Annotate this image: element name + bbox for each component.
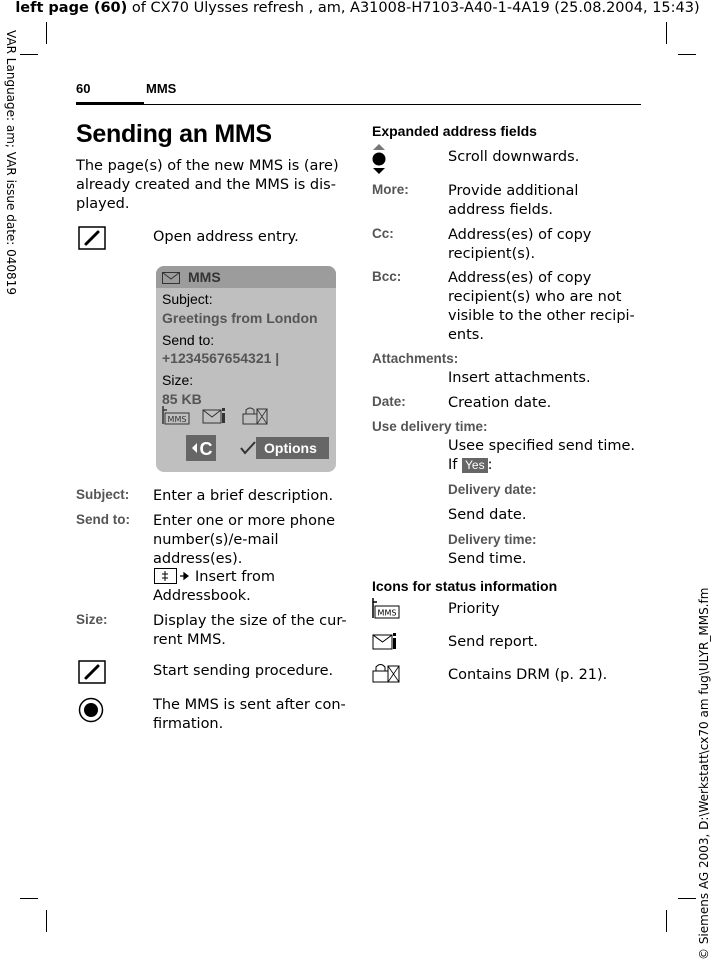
side-language-note: VAR Language: am; VAR issue date: 040819 [4,30,18,295]
send-report-text: Send report. [448,634,539,650]
use-delivery-text: Usee specified send time. [448,438,636,454]
phone-screen [156,266,336,472]
call-key-icon [78,660,106,684]
subject-text: Enter a brief description. [153,488,334,504]
cc-line: recipient(s). [448,246,536,262]
clear-key-icon [191,438,213,458]
delivery-time-text: Send time. [448,551,527,567]
sendto-line: Enter one or more phone [153,513,336,529]
screen-subject-label: Subject: [162,291,213,307]
sendto-text [153,512,335,569]
use-delivery-label: Use delivery time: [372,419,488,434]
center-key-icon [78,697,104,723]
print-header-info: of CX70 Ulysses refresh , am, A31008-H7103-A40-1-4A19 (25.08.2004, 15:43) [127,0,700,16]
icons-heading: Icons for status information [372,578,558,594]
subject-label: Subject: [76,487,130,502]
bcc-line: recipient(s) who are not [448,289,622,305]
addressbook-key-icon [154,568,194,584]
screen-title: MMS [188,269,221,285]
expanded-fields-heading: Expanded address fields [372,123,537,139]
size-label: Size: [76,612,108,627]
crop-mark [666,22,667,44]
side-copyright-note: © Siemens AG 2003, D:\Werkstatt\cx70 am fug\ULYR_MMS.fm [697,587,711,960]
sent-text [153,696,346,734]
send-report-icon [372,630,400,652]
priority-icon [372,597,400,619]
envelope-icon [162,272,180,284]
screen-size-label: Size: [162,372,194,388]
screen-subject-value: Greetings from London [162,310,318,326]
size-text [153,612,347,650]
date-label: Date: [372,394,406,409]
section-title: MMS [146,81,177,96]
screen-sendto-value[interactable]: +1234567654321 | [162,350,280,366]
drm-text: Contains DRM (p. 21). [448,667,608,683]
sent-line: firmation. [153,716,224,732]
clear-softkey[interactable] [186,435,216,461]
scroll-text: Scroll downwards. [448,149,580,165]
bcc-label: Bcc: [372,269,402,284]
attachments-label: Attachments: [372,351,459,366]
intro-line: already created and the MMS is dis- [76,177,336,193]
bcc-line: ents. [448,327,484,343]
if-text: If [448,457,458,473]
page-number: 60 [76,81,91,96]
crop-mark [666,910,667,932]
cc-text [448,226,591,264]
cc-line: Address(es) of copy [448,227,592,243]
crop-mark [46,910,47,932]
priority-text: Priority [448,601,500,617]
attachments-text: Insert attachments. [448,370,591,386]
bcc-line: visible to the other recipi- [448,308,635,324]
call-key-icon [78,226,106,250]
send-report-icon [202,406,228,426]
delivery-date-text: Send date. [448,507,527,523]
delivery-time-label: Delivery time: [448,532,537,547]
bcc-line: Address(es) of copy [448,270,592,286]
crop-mark [678,54,696,55]
yes-badge: Yes [462,458,488,473]
insert-text-line1: Insert from [195,569,275,585]
navigation-key-icon [372,144,386,174]
size-line: Display the size of the cur- [153,613,347,629]
start-sending-text: Start sending procedure. [153,663,334,679]
crop-mark [20,898,38,899]
date-text: Creation date. [448,395,552,411]
sent-line: The MMS is sent after con- [153,697,346,713]
priority-mms-icon [162,405,190,425]
crop-mark [678,898,696,899]
drm-icon [372,662,402,686]
checkmark-icon [240,441,256,455]
cc-label: Cc: [372,226,394,241]
insert-text-line2: Addressbook. [153,588,251,604]
open-address-text: Open address entry. [153,229,299,245]
more-line: Provide additional [448,183,579,199]
sendto-line: number(s)/e-mail [153,532,279,548]
priority-icon-text: MMS [377,608,397,618]
print-header [0,0,715,16]
intro-line: played. [76,196,130,212]
drm-icon [242,406,270,426]
screen-sendto-label: Send to: [162,332,215,348]
more-text [448,182,578,220]
screen-title-bar [156,266,336,288]
priority-mms-icon-text: MMS [167,415,187,424]
svg-text:C: C [199,439,213,459]
print-header-page: left page (60) [15,0,128,16]
crop-mark [20,54,38,55]
size-line: rent MMS. [153,632,226,648]
bcc-text [448,269,635,345]
delivery-date-label: Delivery date: [448,482,537,497]
sendto-label: Send to: [76,512,130,527]
colon-text: : [487,457,493,473]
header-rule [76,104,641,105]
screen-size-value: 85 KB [162,391,202,407]
more-label: More: [372,182,409,197]
sendto-line: address(es). [153,551,243,567]
if-yes-line [448,456,492,475]
page-title: Sending an MMS [76,120,272,148]
crop-mark [46,22,47,44]
options-softkey[interactable]: Options [256,437,329,459]
intro-line: The page(s) of the new MMS is (are) [76,158,339,174]
more-line: address fields. [448,202,554,218]
intro-paragraph [76,157,339,214]
